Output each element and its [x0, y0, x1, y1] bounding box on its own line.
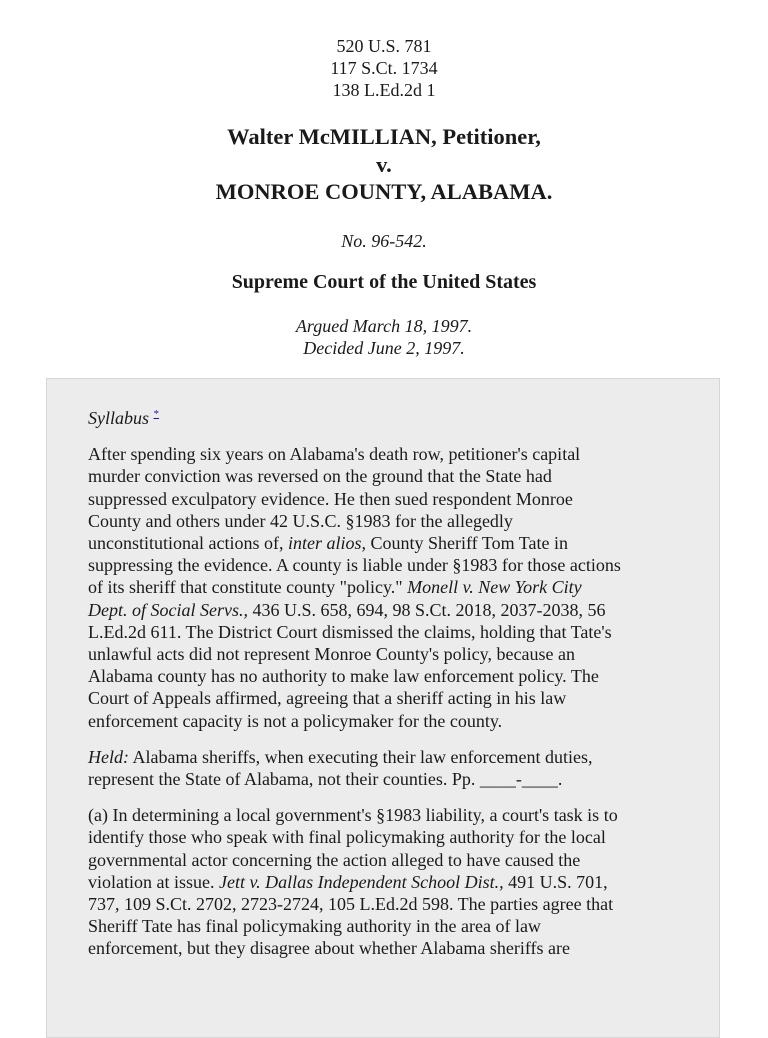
- text-line: Held: Alabama sheriffs, when executing their law enforcement duties,: [88, 746, 593, 767]
- syllabus-paragraph-a: [88, 804, 689, 959]
- argued-date: Argued March 18, 1997.: [295, 316, 473, 336]
- citation-supreme-court-reporter: 117 S.Ct. 1734: [330, 58, 438, 78]
- syllabus-heading-label: Syllabus: [88, 408, 154, 428]
- text-line: suppressed exculpatory evidence. He then sued respondent Monroe: [88, 488, 573, 509]
- text-line: County and others under 42 U.S.C. §1983 for the allegedly: [88, 510, 513, 531]
- text-line: represent the State of Alabama, not their counties. Pp. ____-____.: [88, 769, 563, 790]
- text-line: Sheriff Tate has final policymaking authority in the area of law: [88, 916, 541, 937]
- text-line: L.Ed.2d 611. The District Court dismissed the claims, holding that Tate's: [88, 621, 612, 642]
- text-line: suppressing the evidence. A county is liable under §1983 for those actions: [88, 555, 621, 576]
- citation-lawyers-edition: 138 L.Ed.2d 1: [332, 80, 436, 100]
- footnote-link[interactable]: *: [153, 408, 159, 420]
- case-citation-italic: inter alios,: [287, 533, 366, 554]
- text-line: enforcement, but they disagree about whether Alabama sheriffs are: [88, 938, 570, 959]
- syllabus-heading: [88, 403, 689, 429]
- court-name: Supreme Court of the United States: [231, 271, 537, 293]
- syllabus-paragraph-held: [88, 746, 689, 790]
- case-citation-italic: Monell v. New York City: [407, 577, 582, 598]
- text-line: governmental actor concerning the action alleged to have caused the: [88, 849, 581, 870]
- case-citation-italic: Jett v. Dallas Independent School Dist.,: [218, 871, 504, 892]
- text-line: violation at issue. Jett v. Dallas Independent School Dist., 491 U.S. 701,: [88, 871, 608, 892]
- text-line: (a) In determining a local government's §1983 liability, a court's task is to: [88, 805, 618, 826]
- text-line: unlawful acts did not represent Monroe County's policy, because an: [88, 644, 575, 665]
- text-line: Court of Appeals affirmed, agreeing that a sheriff acting in his law: [88, 688, 567, 709]
- respondent-name: MONROE COUNTY, ALABAMA.: [215, 179, 553, 204]
- text-line: After spending six years on Alabama's death row, petitioner's capital: [88, 444, 581, 465]
- case-caption: [0, 123, 768, 206]
- text-line: Dept. of Social Servs., 436 U.S. 658, 694, 98 S.Ct. 2018, 2037-2038, 56: [88, 599, 606, 620]
- docket-number: No. 96-542.: [341, 231, 427, 251]
- citations-block: [0, 35, 768, 101]
- text-line: murder conviction was reversed on the ground that the State had: [88, 466, 552, 487]
- text-line: unconstitutional actions of, inter alios, County Sheriff Tom Tate in: [88, 533, 568, 554]
- text-line: of its sheriff that constitute county "policy." Monell v. New York City: [88, 577, 582, 598]
- case-citation-italic: Held:: [88, 746, 129, 767]
- syllabus-paragraph-1: [88, 443, 689, 732]
- decided-date: Decided June 2, 1997.: [303, 338, 465, 358]
- syllabus-panel: [46, 378, 720, 1038]
- text-line: identify those who speak with final policymaking authority for the local: [88, 827, 606, 848]
- petitioner-name: Walter McMILLIAN, Petitioner,: [227, 124, 541, 149]
- text-line: enforcement capacity is not a policymaker for the county.: [88, 710, 503, 731]
- text-line: 737, 109 S.Ct. 2702, 2723-2724, 105 L.Ed.2d 598. The parties agree that: [88, 894, 614, 915]
- citation-us-reports: 520 U.S. 781: [336, 36, 432, 56]
- text-line: Alabama county has no authority to make law enforcement policy. The: [88, 666, 599, 687]
- case-citation-italic: Dept. of Social Servs.,: [88, 599, 248, 620]
- versus-label: v.: [376, 151, 392, 177]
- case-dates: [0, 315, 768, 359]
